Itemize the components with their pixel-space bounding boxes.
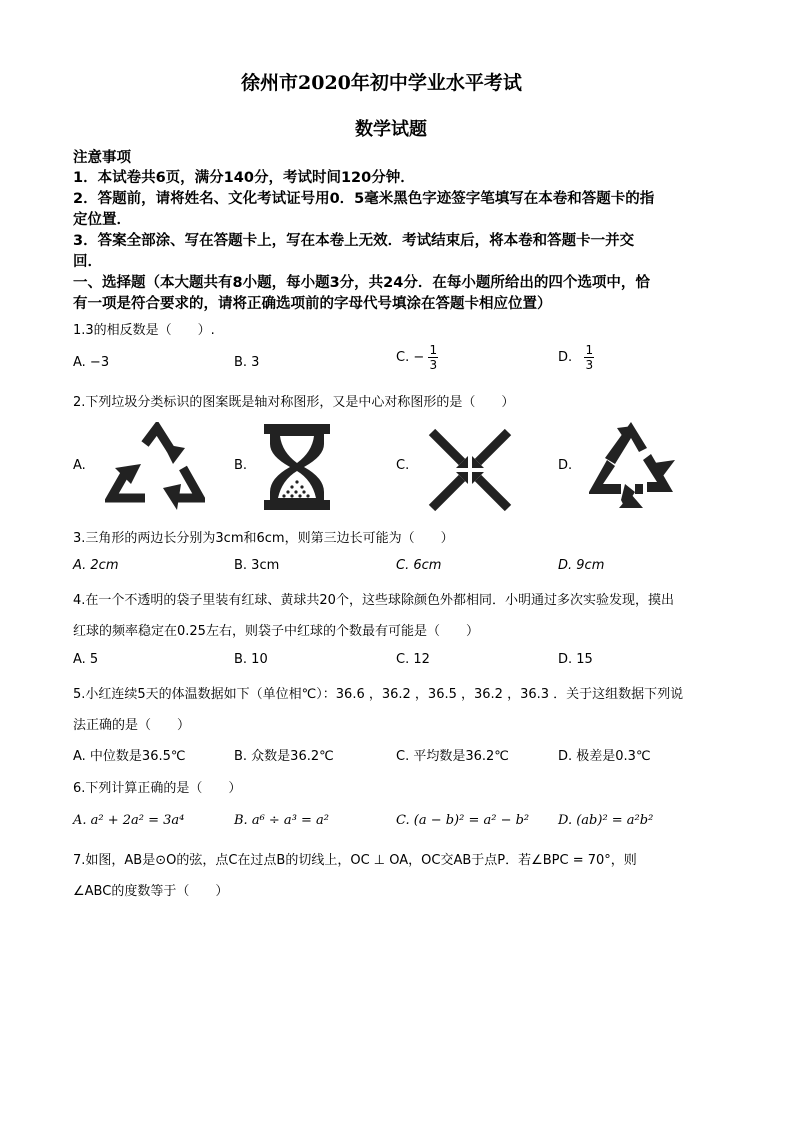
q1-option-d-numerator: 1 — [585, 343, 594, 357]
q5-option-b: B. 众数是36.2℃ — [234, 749, 334, 764]
recycle-triangle-icon — [105, 422, 205, 510]
q1-option-c-denominator: 3 — [429, 358, 438, 372]
q4-option-b: B. 10 — [234, 652, 268, 667]
page-subtitle: 数学试题 — [355, 119, 427, 140]
q3-option-c: C. 6cm — [396, 558, 442, 573]
notice-item-2a: 2．答题前，请将姓名、文化考试证号用0．5毫米黑色字迹签字笔填写在本卷和答题卡的指 — [73, 191, 655, 207]
q5-stem-line1: 5.小红连续5天的体温数据如下（单位相℃）：36.6 ，36.2 ，36.5 ，36.2 ，36.3 ．关于这组数据下列说 — [73, 687, 684, 702]
q6-option-d: D. (ab)² = a²b² — [558, 813, 654, 828]
page-title: 徐州市2020年初中学业水平考试 — [241, 72, 522, 94]
q1-option-c-fraction — [428, 343, 438, 372]
q2-option-b-label: B. — [234, 458, 248, 473]
q1-option-c-label: C. − — [396, 350, 425, 365]
q6-stem: 6.下列计算正确的是（ ） — [73, 781, 242, 796]
q3-stem: 3.三角形的两边长分别为3cm和6cm，则第三边长可能为（ ） — [73, 531, 454, 546]
section1-instructions-line2: 有一项是符合要求的，请将正确选项前的字母代号填涂在答题卡相应位置） — [73, 296, 552, 312]
q6-option-a: A. a² + 2a² = 3a⁴ — [73, 813, 185, 828]
q1-option-d-denominator: 3 — [585, 358, 594, 372]
q4-option-d: D. 15 — [558, 652, 593, 667]
q6-option-c: C. (a − b)² = a² − b² — [396, 813, 530, 828]
q4-option-c: C. 12 — [396, 652, 430, 667]
q1-option-c — [396, 343, 438, 372]
q3-option-b: B. 3cm — [234, 558, 280, 573]
notice-heading: 注意事项 — [73, 150, 131, 166]
notice-item-3b: 回． — [73, 254, 102, 270]
q7-stem-line2: ∠ABC的度数等于（ ） — [73, 884, 229, 899]
q2-option-c-label: C. — [396, 458, 410, 473]
q4-option-a: A. 5 — [73, 652, 99, 667]
q1-option-d — [558, 343, 594, 372]
notice-item-2b: 定位置． — [73, 212, 131, 228]
section1-instructions-line1: 一、选择题（本大题共有8小题，每小题3分，共24分．在每小题所给出的四个选项中，恰 — [73, 275, 650, 291]
q1-option-b: B. 3 — [234, 355, 260, 370]
q5-stem-line2: 法正确的是（ ） — [73, 718, 191, 733]
notice-item-1: 1．本试卷共6页，满分140分，考试时间120分钟． — [73, 170, 415, 186]
q5-option-a: A. 中位数是36.5℃ — [73, 749, 186, 764]
q7-stem-line1: 7.如图，AB是⊙O的弦，点C在过点B的切线上，OC ⊥ OA，OC交AB于点P．若∠BPC = 70°，则 — [73, 853, 637, 868]
q1-option-c-numerator: 1 — [429, 343, 438, 357]
q3-option-d: D. 9cm — [558, 558, 605, 573]
q4-stem-line2: 红球的频率稳定在0.25左右，则袋子中红球的个数最有可能是（ ） — [73, 624, 479, 639]
q1-option-d-fraction — [584, 343, 594, 372]
notice-item-3a: 3．答案全部涂、写在答题卡上，写在本卷上无效．考试结束后，将本卷和答题卡一并交 — [73, 233, 635, 249]
q2-stem: 2.下列垃圾分类标识的图案既是轴对称图形，又是中心对称图形的是（ ） — [73, 395, 515, 410]
q3-option-a: A. 2cm — [73, 558, 119, 573]
q1-option-d-label: D. — [558, 350, 573, 365]
q2-option-a-label: A. — [73, 458, 86, 473]
q2-option-d-label: D. — [558, 458, 573, 473]
q4-stem-line1: 4.在一个不透明的袋子里装有红球、黄球共20个，这些球除颜色外都相同．小明通过多次实验发现，摸出 — [73, 593, 674, 608]
q5-option-d: D. 极差是0.3℃ — [558, 749, 651, 764]
recycle-arrows-icon — [585, 420, 677, 512]
q6-option-b: B. a⁶ ÷ a³ = a² — [234, 813, 330, 828]
hourglass-icon — [262, 422, 332, 512]
four-arrows-icon — [428, 428, 512, 512]
q5-option-c: C. 平均数是36.2℃ — [396, 749, 509, 764]
q1-option-a: A. −3 — [73, 355, 110, 370]
q1-stem: 1.3的相反数是（ ）. — [73, 323, 215, 338]
